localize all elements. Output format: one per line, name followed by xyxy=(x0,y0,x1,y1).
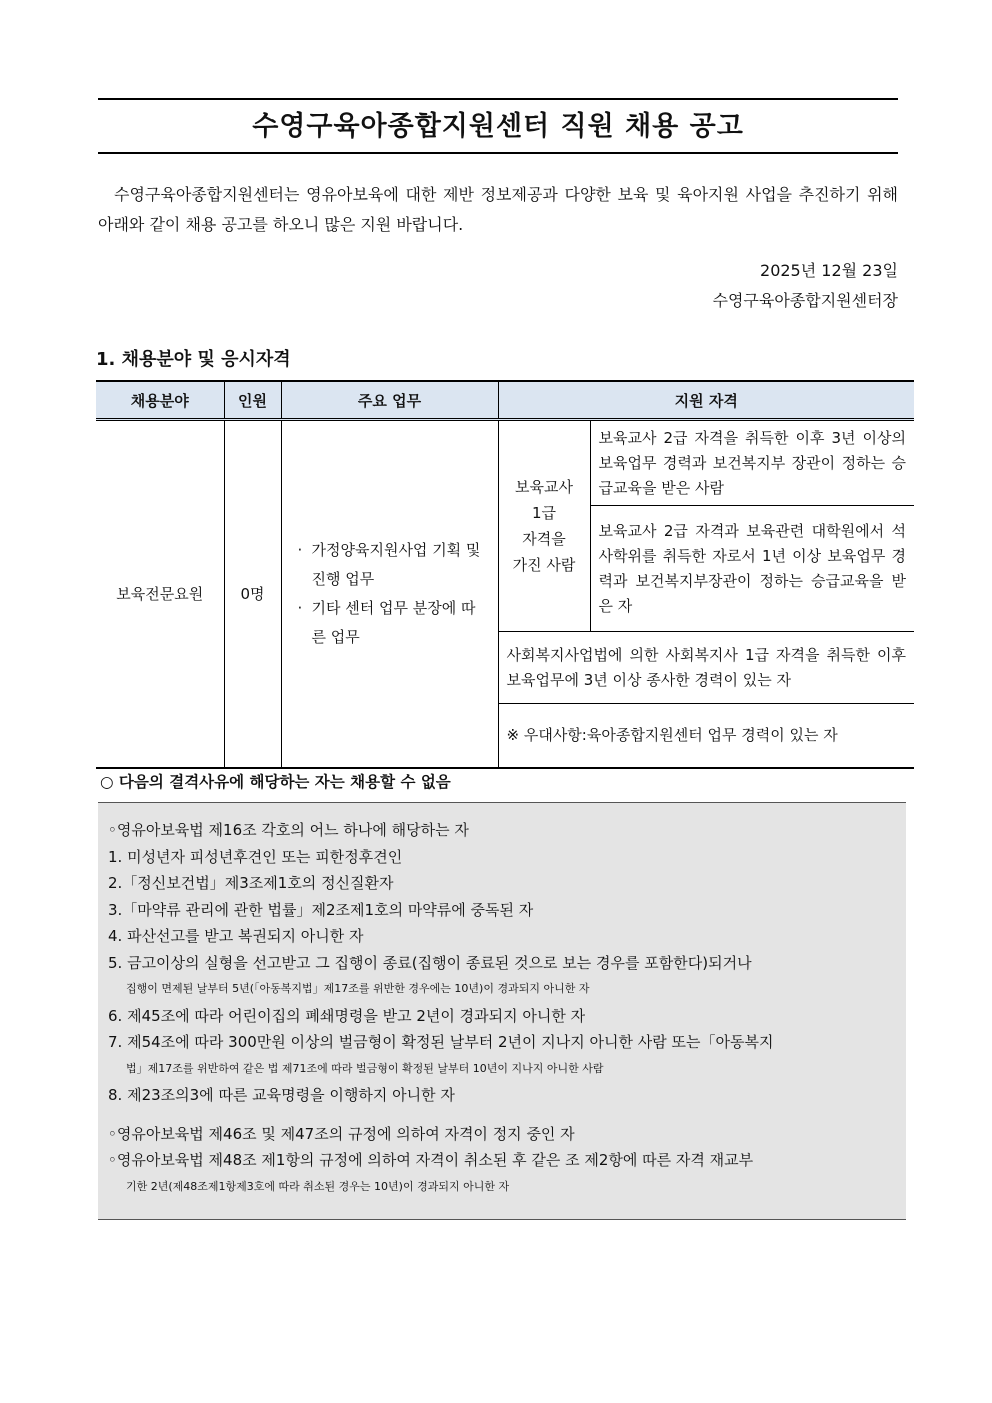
disq-item: 7. 제54조에 따라 300만원 이상의 벌금형이 확정된 날부터 2년이 지나지 아니한 사람 또는「아동복지 xyxy=(108,1033,774,1051)
cell-duties xyxy=(281,420,498,768)
page-title: 수영구육아종합지원센터 직원 채용 공고 xyxy=(252,111,744,142)
disq-extra: 기한 2년(제48조제1항제3호에 따라 취소된 경우는 10년)이 경과되지 아니한 자 xyxy=(126,1179,510,1193)
title-bottom-rule xyxy=(98,152,898,154)
cell-qual-c: 사회복지사업법에 의한 사회복지사 1급 자격을 취득한 이후 보육업무에 3년 이상 종사한 경력이 있는 자 xyxy=(498,632,914,704)
cell-qual-group-label: 보육교사 1급 자격을 가진 사람 xyxy=(498,420,590,632)
issuer-name: 수영구육아종합지원센터장 xyxy=(712,291,898,310)
cell-preference: ※ 우대사항:육아종합지원센터 업무 경력이 있는 자 xyxy=(498,704,914,768)
disqualification-title: ○ 다음의 결격사유에 해당하는 자는 채용할 수 없음 xyxy=(100,773,451,791)
disq-intro: ◦영유아보육법 제16조 각호의 어느 하나에 해당하는 자 xyxy=(108,821,469,839)
table-row xyxy=(96,420,914,506)
table-header-row xyxy=(96,381,914,420)
intro-paragraph: 수영구육아종합지원센터는 영유아보육에 대한 제반 정보제공과 다양한 보육 및 육아지원 사업을 추진하기 위해 아래와 같이 채용 공고를 하오니 많은 지원 바랍니다. xyxy=(98,185,898,234)
recruitment-table xyxy=(96,380,914,769)
header-qualification: 지원 자격 xyxy=(498,381,914,420)
disq-item: 법」제17조를 위반하여 같은 법 제71조에 따라 벌금형이 확정된 날부터 10년이 지나지 아니한 사람 xyxy=(126,1061,604,1075)
duty-item: · 기타 센터 업무 분장에 따른 업무 xyxy=(294,594,490,652)
disq-item: 6. 제45조에 따라 어린이집의 폐쇄명령을 받고 2년이 경과되지 아니한 자 xyxy=(108,1006,586,1025)
duties-list xyxy=(290,536,490,652)
cell-qual-b: 보육교사 2급 자격과 보육관련 대학원에서 석사학위를 취득한 자로서 1년 이상 보육업무 경력과 보건복지부장관이 정하는 승급교육을 받은 자 xyxy=(590,506,914,632)
notice-date: 2025년 12월 23일 xyxy=(760,261,898,280)
disq-gap xyxy=(108,1109,896,1121)
title-top-rule xyxy=(98,98,898,100)
disq-item: 4. 파산선고를 받고 복권되지 아니한 자 xyxy=(108,927,364,945)
disq-item: 2.「정신보건법」제3조제1호의 정신질환자 xyxy=(108,874,394,892)
cell-field: 보육전문요원 xyxy=(96,420,224,768)
header-count: 인원 xyxy=(224,381,281,420)
duty-item: · 가정양육지원사업 기획 및 진행 업무 xyxy=(294,536,490,594)
cell-count: 0명 xyxy=(224,420,281,768)
section-title-recruitment: 1. 채용분야 및 응시자격 xyxy=(96,349,291,370)
disqualification-box xyxy=(98,802,906,1220)
disq-item: 8. 제23조의3에 따른 교육명령을 이행하지 아니한 자 xyxy=(108,1086,455,1104)
disq-item: 5. 금고이상의 실형을 선고받고 그 집행이 종료(집행이 종료된 것으로 보는 경우를 포함한다)되거나 xyxy=(108,953,752,972)
disq-item: 1. 미성년자 피성년후견인 또는 피한정후견인 xyxy=(108,847,403,866)
disq-extra: ◦영유아보육법 제48조 제1항의 규정에 의하여 자격이 취소된 후 같은 조 제2항에 따른 자격 재교부 xyxy=(108,1151,754,1169)
disq-item: 집행이 면제된 날부터 5년(「아동복지법」제17조를 위반한 경우에는 10년)이 경과되지 아니한 자 xyxy=(126,982,590,995)
cell-qual-a: 보육교사 2급 자격을 취득한 이후 3년 이상의 보육업무 경력과 보건복지부 장관이 정하는 승급교육을 받은 사람 xyxy=(590,420,914,506)
disq-extra: ◦영유아보육법 제46조 및 제47조의 규정에 의하여 자격이 정지 중인 자 xyxy=(108,1124,575,1143)
header-duties: 주요 업무 xyxy=(281,381,498,420)
disq-item: 3.「마약류 관리에 관한 법률」제2조제1호의 마약류에 중독된 자 xyxy=(108,900,534,919)
header-field: 채용분야 xyxy=(96,381,224,420)
